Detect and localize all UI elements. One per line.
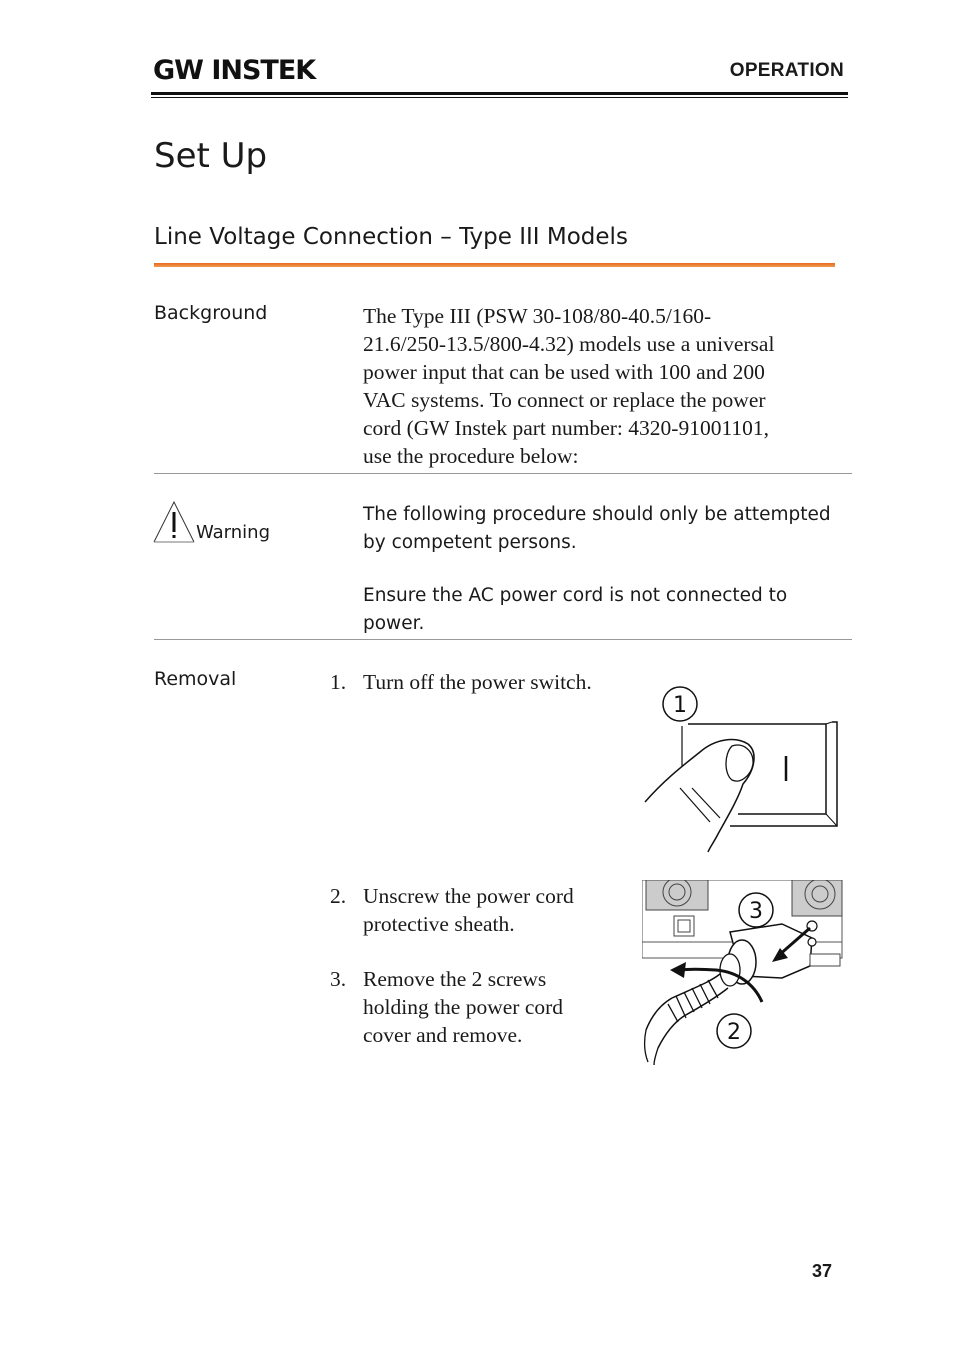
step-line: cover and remove. <box>363 1023 523 1047</box>
subsection-title: Line Voltage Connection – Type III Models <box>154 224 628 250</box>
background-line: VAC systems. To connect or replace the power <box>363 388 766 412</box>
warning-paragraph-1 <box>363 501 831 557</box>
removal-label: Removal <box>154 668 237 690</box>
step-line: Unscrew the power cord <box>363 884 574 908</box>
step-number: 3. <box>330 967 347 991</box>
section-label: OPERATION <box>729 60 844 81</box>
background-line: cord (GW Instek part number: 4320-91001101, <box>363 416 770 440</box>
warning-label: Warning <box>196 522 271 543</box>
subsection-rule <box>154 263 835 267</box>
page-title: Set Up <box>154 136 268 176</box>
step-line: protective sheath. <box>363 912 515 936</box>
header-rule-thin <box>151 97 848 98</box>
background-line: 21.6/250-13.5/800-4.32) models use a universal <box>363 332 775 356</box>
power-switch-illustration <box>640 684 842 854</box>
background-label: Background <box>154 302 268 324</box>
step-text <box>363 668 592 696</box>
switch-callout: 1 <box>673 693 687 718</box>
step-line: Turn off the power switch. <box>363 670 592 694</box>
brand-logo-text: GW INSTEK <box>153 56 316 82</box>
sheath-callout: 2 <box>727 1020 741 1045</box>
row-divider <box>154 473 852 474</box>
warning-triangle-icon <box>153 500 195 544</box>
background-text <box>363 302 774 470</box>
warning-line: by competent persons. <box>363 532 577 553</box>
step-line: holding the power cord <box>363 995 564 1019</box>
step-line: Remove the 2 screws <box>363 967 547 991</box>
warning-paragraph-2 <box>363 582 787 638</box>
power-cord-illustration <box>642 880 844 1065</box>
step-number: 2. <box>330 884 347 908</box>
warning-line: The following procedure should only be attempted <box>363 504 831 525</box>
step-text <box>363 965 563 1049</box>
warning-line: power. <box>363 613 425 634</box>
warning-line: Ensure the AC power cord is not connected to <box>363 585 788 606</box>
background-line: The Type III (PSW 30-108/80-40.5/160- <box>363 304 712 328</box>
step-text <box>363 882 574 938</box>
header-rule <box>151 92 848 95</box>
row-divider <box>154 639 852 640</box>
screws-callout: 3 <box>749 899 763 924</box>
background-line: use the procedure below: <box>363 444 579 468</box>
background-line: power input that can be used with 100 and 200 <box>363 360 765 384</box>
page-number: 37 <box>812 1261 833 1281</box>
step-number: 1. <box>330 670 347 694</box>
gw-instek-logo <box>153 56 323 82</box>
